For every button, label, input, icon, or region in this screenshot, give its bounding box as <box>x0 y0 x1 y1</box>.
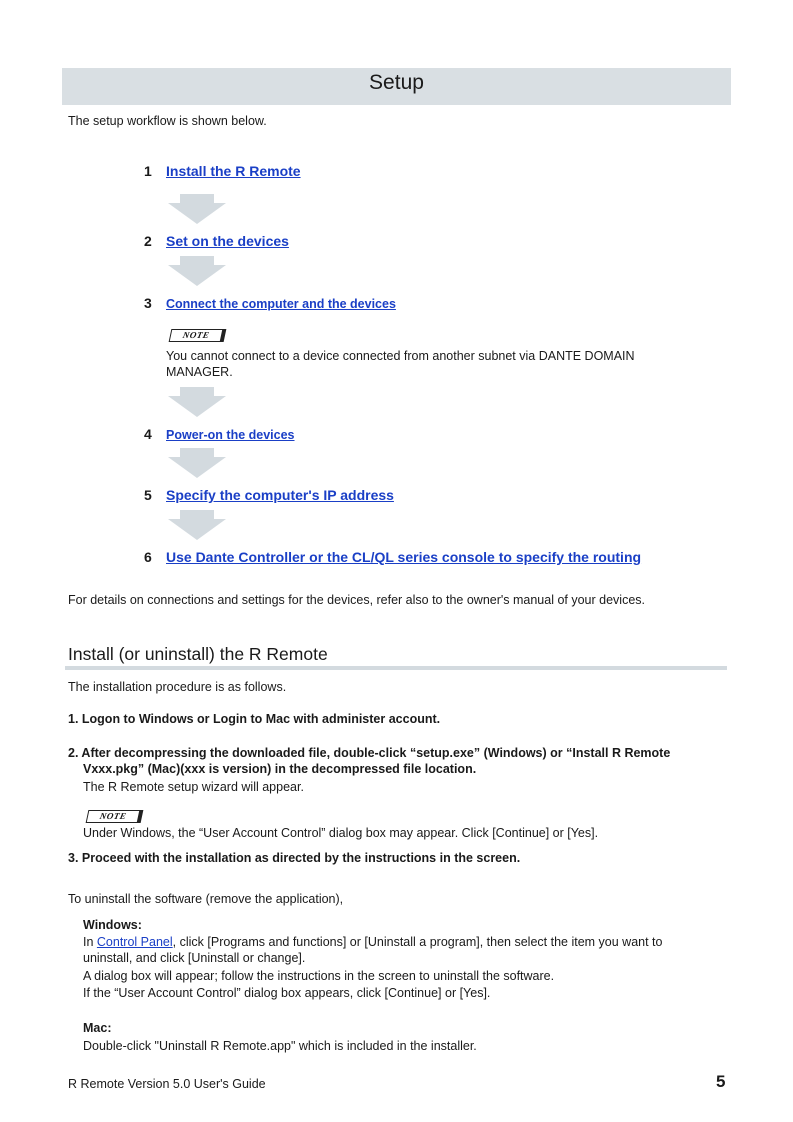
step-2-link[interactable]: Set on the devices <box>166 233 289 249</box>
page-number: 5 <box>716 1072 726 1091</box>
install-step-2-note: Under Windows, the “User Account Control” dialog box may appear. Click [Continue] or [Yes]. <box>83 826 599 840</box>
flow-arrow-icon <box>168 448 226 478</box>
section-heading: Install (or uninstall) the R Remote <box>68 644 328 664</box>
section-divider <box>65 666 727 670</box>
step-1-number: 1 <box>144 163 152 179</box>
note-badge-icon: NOTE <box>86 810 144 823</box>
step-4-number: 4 <box>144 426 152 442</box>
mac-label: Mac: <box>83 1021 112 1035</box>
step-3-link[interactable]: Connect the computer and the devices <box>166 297 396 311</box>
flow-arrow-icon <box>168 194 226 224</box>
flow-arrow-icon <box>168 256 226 286</box>
install-step-3: 3. Proceed with the installation as directed by the instructions in the screen. <box>68 851 521 865</box>
windows-text-1: , click [Programs and functions] or [Uninstall a program], then select the item you want to uninstall, and click [Uninstall or change]. <box>83 935 663 965</box>
step-2 <box>144 233 289 249</box>
windows-instructions <box>83 934 713 966</box>
install-step-2-title: 2. After decompressing the downloaded file, double-click “setup.exe” (Windows) or “Install R Remote Vxxx.pkg” (Mac)(xxx is version) in the decompressed file location. <box>68 746 671 776</box>
note-badge-icon: NOTE <box>169 329 227 342</box>
step-6 <box>144 549 641 565</box>
step-5-link[interactable]: Specify the computer's IP address <box>166 487 394 503</box>
step-3-note: You cannot connect to a device connected from another subnet via DANTE DOMAIN MANAGER. <box>166 349 635 379</box>
windows-in: In <box>83 935 97 949</box>
step-4 <box>144 426 295 442</box>
windows-text-3: If the “User Account Control” dialog box appears, click [Continue] or [Yes]. <box>83 986 491 1000</box>
step-3-number: 3 <box>144 295 152 311</box>
uninstall-intro: To uninstall the software (remove the application), <box>68 892 344 906</box>
step-3 <box>144 295 396 311</box>
flow-arrow-icon <box>168 510 226 540</box>
footer-guide-title: R Remote Version 5.0 User's Guide <box>68 1077 266 1091</box>
install-intro: The installation procedure is as follows. <box>68 680 287 694</box>
install-step-2 <box>68 745 728 777</box>
details-text: For details on connections and settings for the devices, refer also to the owner's manual of your devices. <box>68 593 646 607</box>
page-title-bar <box>62 68 731 105</box>
install-step-1: 1. Logon to Windows or Login to Mac with administer account. <box>68 712 441 726</box>
install-step-2-desc: The R Remote setup wizard will appear. <box>83 780 304 794</box>
windows-label: Windows: <box>83 918 142 932</box>
step-6-link[interactable]: Use Dante Controller or the CL/QL series console to specify the routing <box>166 549 642 565</box>
intro-text: The setup workflow is shown below. <box>68 114 267 128</box>
step-1 <box>144 163 301 179</box>
step-4-link[interactable]: Power-on the devices <box>166 428 295 442</box>
step-5-number: 5 <box>144 487 152 503</box>
control-panel-link[interactable]: Control Panel <box>96 935 173 949</box>
step-2-number: 2 <box>144 233 152 249</box>
step-1-link[interactable]: Install the R Remote <box>166 163 301 179</box>
step-5 <box>144 487 394 503</box>
windows-text-2: A dialog box will appear; follow the instructions in the screen to uninstall the software. <box>83 969 555 983</box>
page-title: Setup <box>369 71 424 94</box>
mac-text: Double-click "Uninstall R Remote.app" which is included in the installer. <box>83 1039 477 1053</box>
step-6-number: 6 <box>144 549 152 565</box>
flow-arrow-icon <box>168 387 226 417</box>
